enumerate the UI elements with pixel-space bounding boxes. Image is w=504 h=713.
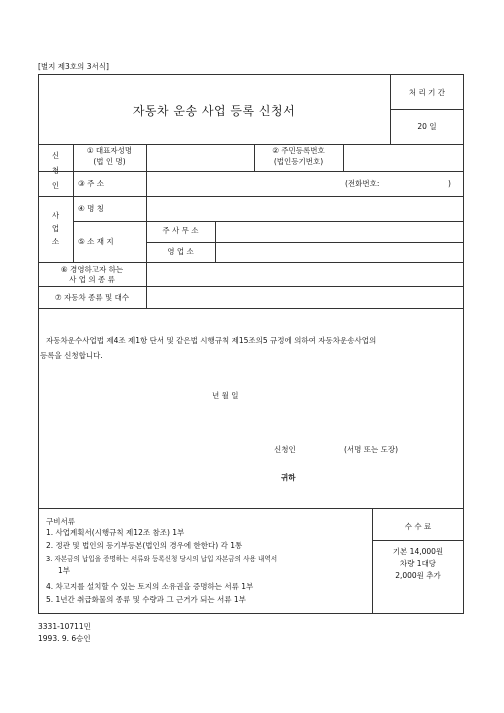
location-label: ⑤ 소 재 지 xyxy=(78,237,114,246)
branch-office-label: 영 업 소 xyxy=(167,247,194,256)
business-section-label-3: 소 xyxy=(51,237,60,246)
business-name-label: ④ 명 칭 xyxy=(78,204,104,213)
main-office-label: 주 사 무 소 xyxy=(162,226,199,235)
form-number-note: [별지 제3호의 3서식] xyxy=(38,62,109,71)
applicant-section-label-1: 신 xyxy=(51,151,60,160)
date-line: 년 월 일 xyxy=(212,391,239,400)
representative-name-label: ① 대표자성명 xyxy=(86,146,133,155)
business-section-label-2: 업 xyxy=(51,224,60,233)
business-type-field[interactable] xyxy=(148,264,462,284)
fee-per-vehicle: 차량 1대당 xyxy=(399,559,437,568)
vehicle-types-field[interactable] xyxy=(148,288,462,306)
attachment-item: 1. 사업계획서(시행규칙 제12조 참조) 1부 xyxy=(46,528,185,537)
attachment-item: 3. 자본금의 납입을 증명하는 서류와 등록신청 당시의 납입 자본금의 사용 내역서 xyxy=(46,555,278,563)
processing-period-label: 처 리 기 간 xyxy=(408,88,446,97)
representative-name-field[interactable] xyxy=(148,146,252,169)
phone-close-paren: ) xyxy=(448,179,451,188)
addressee-label: 귀하 xyxy=(281,473,296,482)
application-statement-line-1: 자동차운수사업법 제4조 제1항 단서 및 같은법 시행규칙 제15조의5 규정에 의하여 자동차운송사업의 xyxy=(46,336,377,345)
corporation-name-label: (법 인 명) xyxy=(93,157,126,166)
resident-number-label: ② 주민등록번호 xyxy=(272,146,325,155)
address-field[interactable] xyxy=(148,173,338,194)
attachment-item: 5. 1년간 취급화물의 종류 및 수량과 그 근거가 되는 서류 1부 xyxy=(46,595,246,604)
fee-additional: 2,000원 추가 xyxy=(395,571,441,580)
address-label: ③ 주 소 xyxy=(78,179,104,188)
fee-base: 기본 14,000원 xyxy=(392,547,444,556)
business-type-label-1: ⑥ 경영하고자 하는 xyxy=(60,265,124,274)
attachment-item: 4. 차고지를 설치할 수 있는 토지의 소유권을 증명하는 서류 1부 xyxy=(46,582,254,591)
vehicle-types-label: ⑦ 자동차 종류 및 대수 xyxy=(54,293,130,302)
branch-office-field[interactable] xyxy=(217,244,462,260)
applicant-section-label-2: 청 xyxy=(51,166,60,175)
fee-label: 수 수 료 xyxy=(404,522,432,531)
form-title: 자동차 운송 사업 등록 신청서 xyxy=(132,104,296,118)
attachments-heading: 구비서류 xyxy=(46,517,75,526)
approval-date: 1993. 9. 6승인 xyxy=(38,634,91,643)
applicant-signature-label: 신청인 xyxy=(274,445,296,454)
attachment-item: 2. 정관 및 법인의 등기부등본(법인의 경우에 한한다) 각 1통 xyxy=(46,541,243,550)
business-name-field[interactable] xyxy=(148,198,462,219)
phone-field[interactable] xyxy=(388,173,446,194)
application-statement-line-2: 등록을 신청합니다. xyxy=(40,351,103,360)
applicant-signature-field[interactable] xyxy=(303,442,341,456)
main-office-field[interactable] xyxy=(217,223,462,240)
business-type-label-2: 사 업 의 종 류 xyxy=(69,275,115,284)
processing-period-value: 20 일 xyxy=(417,122,437,131)
phone-label: (전화번호: xyxy=(345,179,380,188)
attachment-item-continued: 1부 xyxy=(58,566,71,575)
applicant-section-label-3: 인 xyxy=(51,181,60,190)
signature-note: (서명 또는 도장) xyxy=(344,445,399,454)
registration-number-field[interactable] xyxy=(345,146,462,169)
form-code: 3331-10711민 xyxy=(38,622,91,631)
corporate-registry-number-label: (법인등기번호) xyxy=(273,157,324,166)
business-section-label-1: 사 xyxy=(51,211,60,220)
